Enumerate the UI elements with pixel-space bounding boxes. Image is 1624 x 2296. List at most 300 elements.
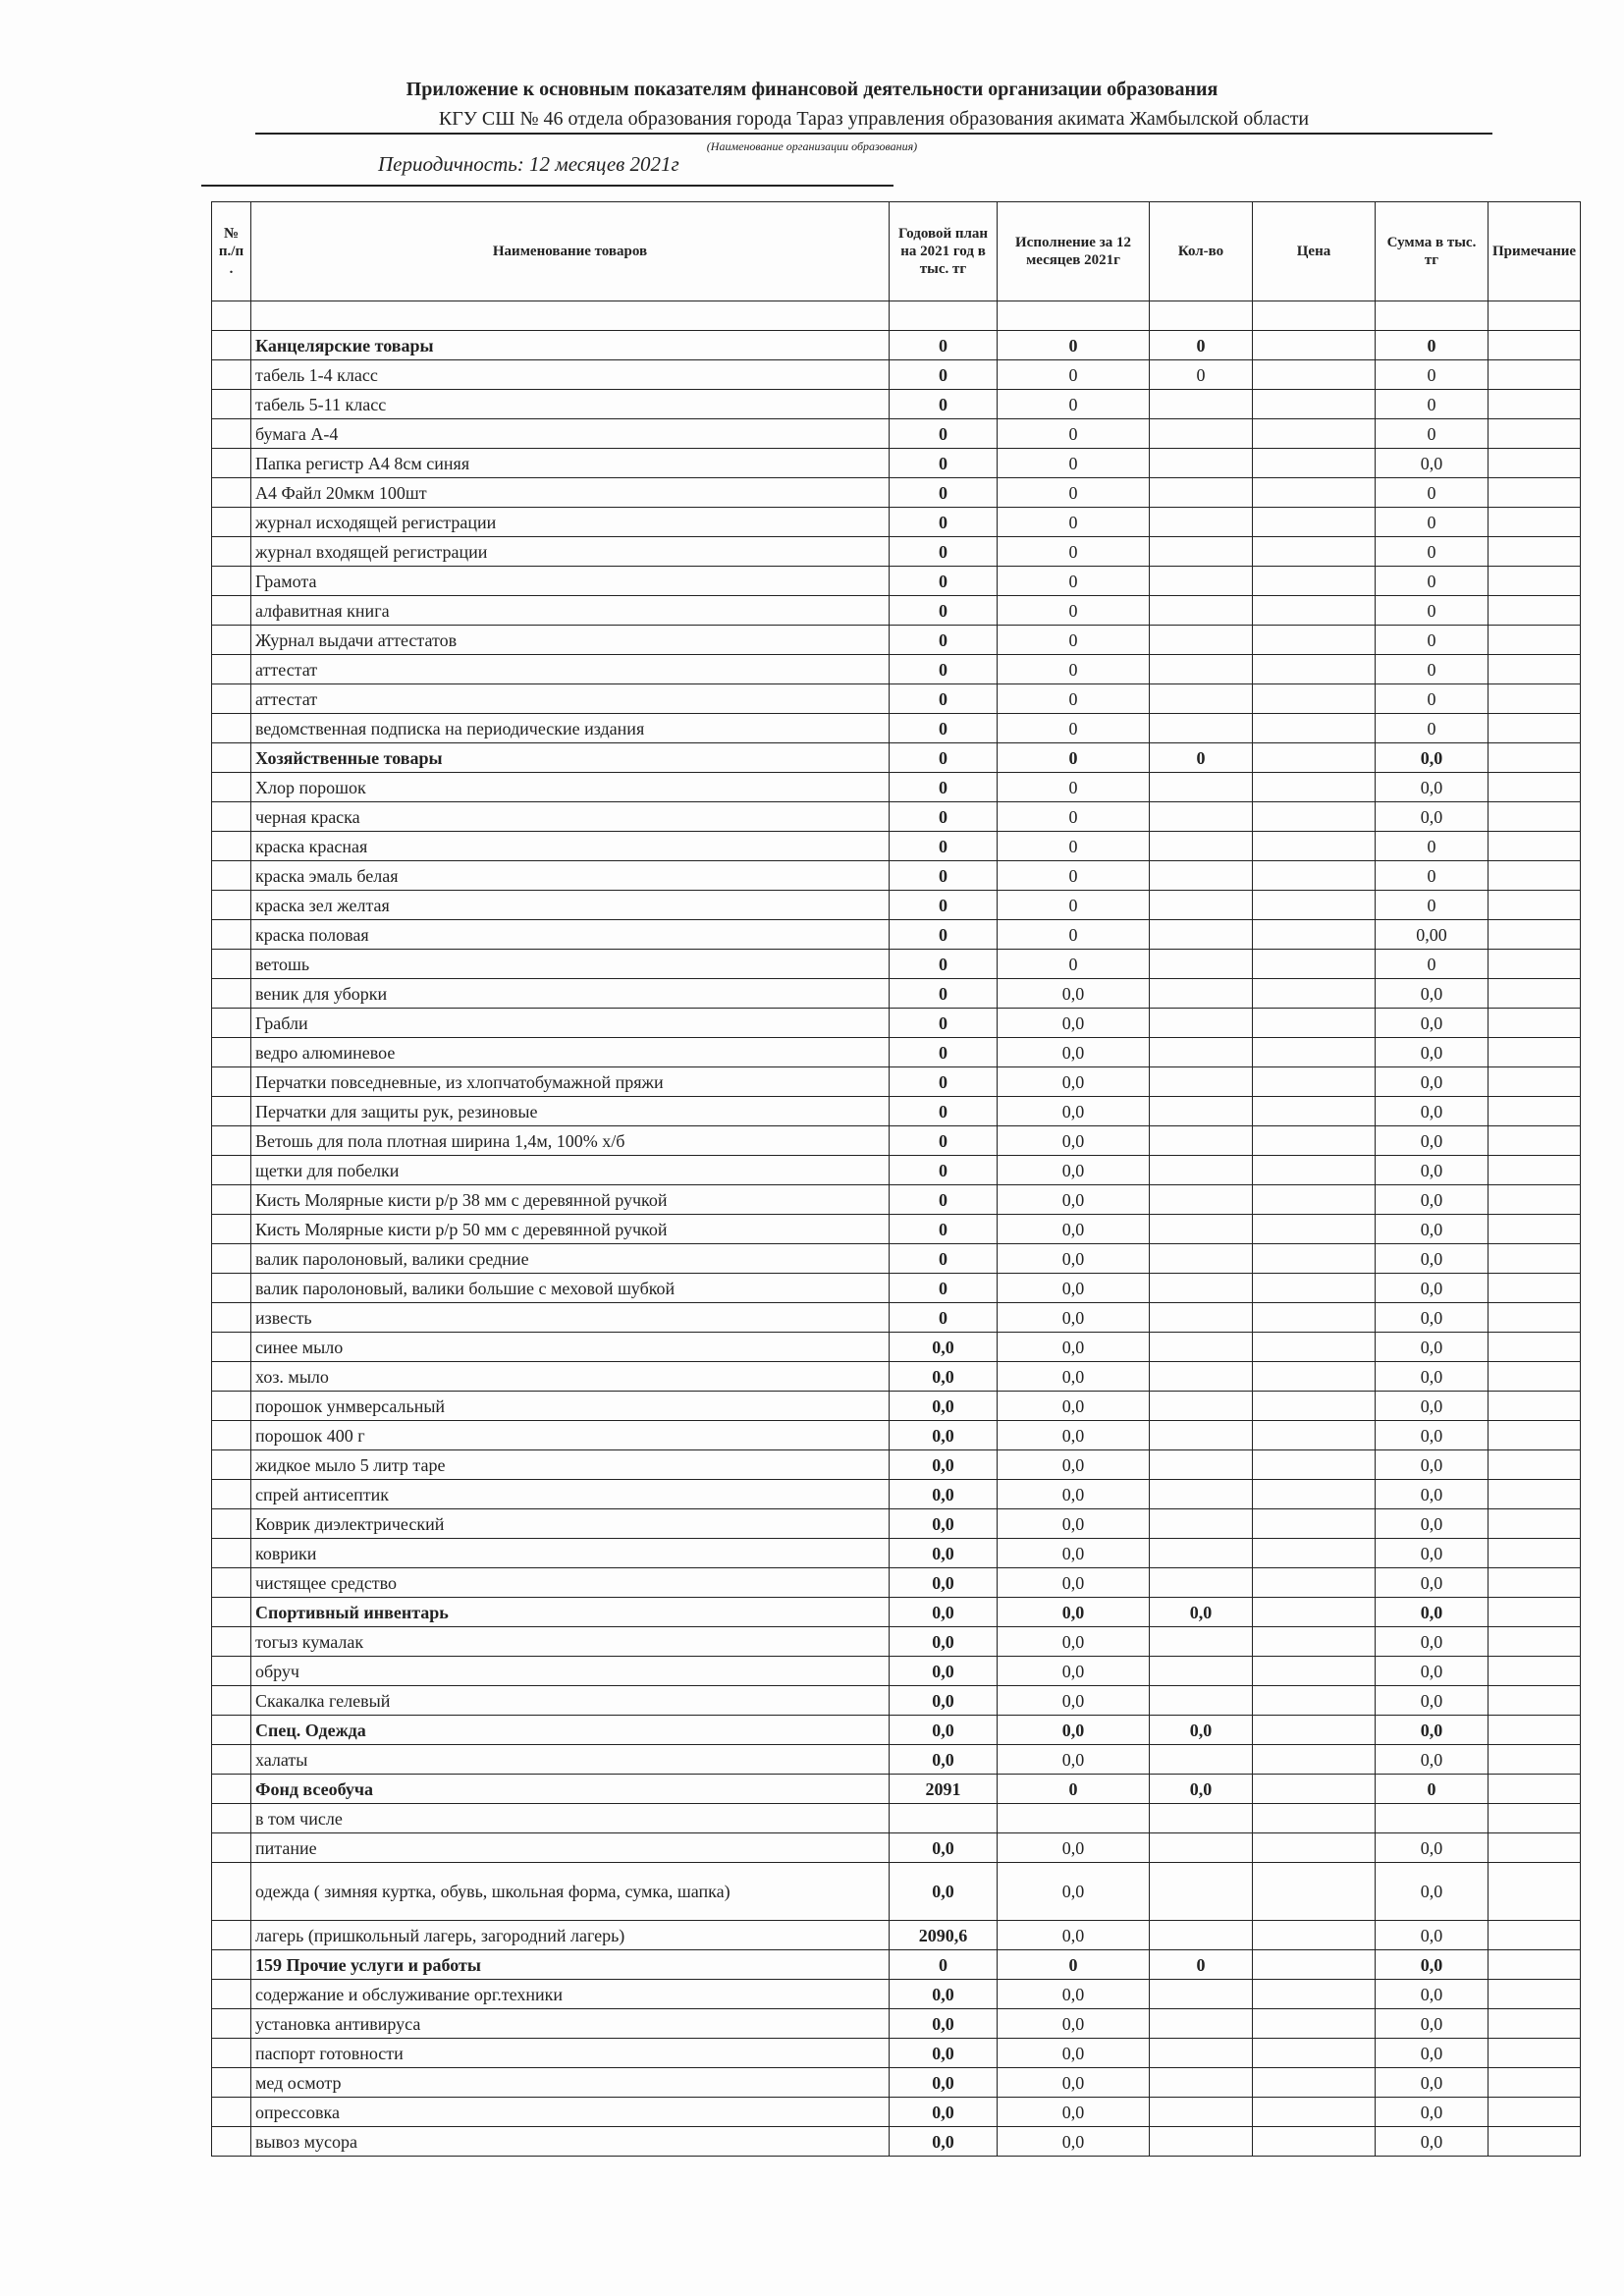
cell-note [1489,1392,1581,1421]
cell-plan: 0,0 [890,1421,998,1450]
cell-name: тогыз кумалак [251,1627,890,1657]
cell-num [212,1539,251,1568]
cell-qty [1150,537,1253,567]
cell-price [1253,1598,1376,1627]
cell-exec: 0 [998,861,1150,891]
cell-sum: 0,0 [1376,1833,1489,1863]
cell-sum: 0,0 [1376,1067,1489,1097]
cell-price [1253,1480,1376,1509]
cell-exec: 0 [998,891,1150,920]
table-row [212,1097,1581,1126]
cell-note [1489,1833,1581,1863]
cell-sum: 0,0 [1376,1392,1489,1421]
cell-qty [1150,1509,1253,1539]
cell-sum: 0,0 [1376,1509,1489,1539]
cell-sum: 0 [1376,508,1489,537]
section-row [212,1775,1581,1804]
cell-qty: 0 [1150,331,1253,360]
cell-plan: 0 [890,714,998,743]
cell-name: Хозяйственные товары [251,743,890,773]
cell-exec: 0,0 [998,2068,1150,2098]
cell-exec: 0,0 [998,2127,1150,2157]
cell-name: 159 Прочие услуги и работы [251,1950,890,1980]
cell-plan: 0 [890,655,998,684]
cell-qty [1150,1274,1253,1303]
cell-note [1489,1950,1581,1980]
table-row [212,626,1581,655]
cell-sum: 0 [1376,567,1489,596]
cell-plan: 0 [890,478,998,508]
cell-price [1253,1244,1376,1274]
cell-note [1489,626,1581,655]
cell-price [1253,1657,1376,1686]
cell-qty [1150,1009,1253,1038]
cell-price [1253,1185,1376,1215]
cell-exec: 0,0 [998,1480,1150,1509]
table-row [212,1156,1581,1185]
table-row [212,1980,1581,2009]
cell-num [212,331,251,360]
cell-plan: 0,0 [890,1833,998,1863]
cell-qty: 0 [1150,743,1253,773]
cell-num [212,1421,251,1450]
cell-num [212,419,251,449]
cell-qty: 0,0 [1150,1598,1253,1627]
cell-exec: 0 [998,920,1150,950]
cell-plan: 0,0 [890,1627,998,1657]
cell-name: аттестат [251,684,890,714]
cell-num [212,2127,251,2157]
cell-exec: 0,0 [998,1303,1150,1333]
cell-qty [1150,1126,1253,1156]
cell-note [1489,2098,1581,2127]
cell-price [1253,1333,1376,1362]
cell-price [1253,1156,1376,1185]
table-row [212,1303,1581,1333]
cell-exec: 0 [998,743,1150,773]
cell-name: Фонд всеобуча [251,1775,890,1804]
table-row [212,537,1581,567]
cell-name: веник для уборки [251,979,890,1009]
cell-name: Спец. Одежда [251,1716,890,1745]
goods-table [211,201,1581,2157]
cell-price [1253,1980,1376,2009]
table-row [212,979,1581,1009]
cell-sum: 0,0 [1376,1980,1489,2009]
cell-qty [1150,1657,1253,1686]
cell-num [212,979,251,1009]
cell-plan: 0 [890,360,998,390]
cell-plan: 0 [890,626,998,655]
cell-num [212,1480,251,1509]
cell-sum: 0,0 [1376,1657,1489,1686]
cell-num [212,743,251,773]
cell-sum: 0 [1376,390,1489,419]
cell-name: известь [251,1303,890,1333]
cell-name: Канцелярские товары [251,331,890,360]
cell-plan: 0 [890,1274,998,1303]
cell-price [1253,1067,1376,1097]
cell-plan: 0 [890,1185,998,1215]
cell-sum: 0 [1376,626,1489,655]
cell-name: Журнал выдачи аттестатов [251,626,890,655]
cell-plan: 0,0 [890,1333,998,1362]
cell-sum: 0,0 [1376,1950,1489,1980]
cell-sum: 0,0 [1376,1009,1489,1038]
cell-exec: 0,0 [998,1185,1150,1215]
cell-sum: 0,0 [1376,1185,1489,1215]
cell-plan: 0 [890,979,998,1009]
cell-name: Спортивный инвентарь [251,1598,890,1627]
col-num: № п./п . [212,202,251,301]
table-row [212,832,1581,861]
cell-name: Кисть Молярные кисти р/р 50 мм с деревянной ручкой [251,1215,890,1244]
cell-sum: 0 [1376,537,1489,567]
cell-sum: 0,0 [1376,1097,1489,1126]
cell-price [1253,1126,1376,1156]
cell-price [1253,478,1376,508]
cell-qty [1150,1863,1253,1921]
table-row [212,360,1581,390]
cell-num [212,920,251,950]
cell-exec: 0 [998,390,1150,419]
cell-qty [1150,1097,1253,1126]
cell-num [212,2009,251,2039]
cell-note [1489,1038,1581,1067]
cell-sum: 0 [1376,684,1489,714]
cell-note [1489,802,1581,832]
cell-note [1489,1539,1581,1568]
cell-num [212,1303,251,1333]
cell-sum: 0 [1376,1775,1489,1804]
cell-plan: 0 [890,596,998,626]
cell-price [1253,891,1376,920]
section-row [212,331,1581,360]
cell-name: краска эмаль белая [251,861,890,891]
cell-plan: 0 [890,1156,998,1185]
cell-qty [1150,1745,1253,1775]
cell-exec: 0,0 [998,1833,1150,1863]
section-row [212,1716,1581,1745]
cell-num [212,684,251,714]
cell-exec: 0 [998,331,1150,360]
table-row [212,1833,1581,1863]
cell-plan: 0 [890,390,998,419]
cell-name: порошок унмверсальный [251,1392,890,1421]
cell-num [212,1745,251,1775]
cell-num [212,1980,251,2009]
cell-sum: 0,0 [1376,1421,1489,1450]
cell-exec: 0 [998,419,1150,449]
table-row [212,1333,1581,1362]
cell-price [1253,773,1376,802]
table-row [212,2039,1581,2068]
cell-price [1253,1215,1376,1244]
cell-price [1253,1097,1376,1126]
cell-name: порошок 400 г [251,1421,890,1450]
table-row [212,1450,1581,1480]
cell-plan: 0,0 [890,2127,998,2157]
cell-price [1253,596,1376,626]
cell-exec: 0 [998,360,1150,390]
cell-qty [1150,2009,1253,2039]
cell-sum: 0,0 [1376,1156,1489,1185]
cell-num [212,1863,251,1921]
cell-note [1489,1244,1581,1274]
cell-qty [1150,390,1253,419]
cell-num [212,773,251,802]
cell-note [1489,1333,1581,1362]
cell-sum: 0,00 [1376,920,1489,950]
cell-sum: 0,0 [1376,1303,1489,1333]
cell-sum: 0,0 [1376,1244,1489,1274]
cell-exec: 0 [998,537,1150,567]
table-row [212,950,1581,979]
cell-qty [1150,626,1253,655]
cell-qty [1150,596,1253,626]
cell-note [1489,1657,1581,1686]
cell-sum: 0 [1376,419,1489,449]
organization-name: КГУ СШ № 46 отдела образования города Тараз управления образования акимата Жамбылской области [255,108,1492,135]
cell-sum [1376,1804,1489,1833]
cell-note [1489,1568,1581,1598]
col-plan: Годовой план на 2021 год в тыс. тг [890,202,998,301]
cell-plan: 0 [890,1303,998,1333]
cell-qty [1150,1362,1253,1392]
cell-num [212,714,251,743]
cell-qty [1150,1392,1253,1421]
cell-price [1253,1950,1376,1980]
cell-plan: 0 [890,773,998,802]
cell-qty [1150,1568,1253,1598]
cell-plan: 0 [890,1038,998,1067]
table-row [212,2098,1581,2127]
table-row [212,802,1581,832]
cell-name: Грабли [251,1009,890,1038]
table-row [212,1921,1581,1950]
cell-plan: 0 [890,1950,998,1980]
cell-qty [1150,508,1253,537]
cell-price [1253,508,1376,537]
cell-plan: 0,0 [890,1745,998,1775]
cell-price [1253,390,1376,419]
cell-num [212,1804,251,1833]
cell-note [1489,508,1581,537]
table-row [212,508,1581,537]
cell-plan: 0 [890,802,998,832]
cell-num [212,1244,251,1274]
cell-price [1253,920,1376,950]
cell-plan [890,1804,998,1833]
cell-qty [1150,419,1253,449]
cell-price [1253,832,1376,861]
cell-exec: 0,0 [998,1274,1150,1303]
cell-exec: 0,0 [998,1421,1150,1450]
cell-note [1489,478,1581,508]
cell-qty [1150,1303,1253,1333]
cell-qty [1150,2098,1253,2127]
table-row [212,1392,1581,1421]
cell-name: А4 Файл 20мкм 100шт [251,478,890,508]
cell-name: спрей антисептик [251,1480,890,1509]
cell-qty [1150,1215,1253,1244]
cell-note [1489,655,1581,684]
cell-plan: 0 [890,832,998,861]
cell-qty [1150,979,1253,1009]
cell-name: опрессовка [251,2098,890,2127]
cell-note [1489,1215,1581,1244]
cell-sum: 0,0 [1376,1333,1489,1362]
cell-note [1489,2009,1581,2039]
cell-sum: 0,0 [1376,979,1489,1009]
cell-price [1253,360,1376,390]
cell-sum: 0,0 [1376,1274,1489,1303]
cell-exec: 0 [998,449,1150,478]
table-row [212,1539,1581,1568]
cell-name: краска красная [251,832,890,861]
cell-num [212,478,251,508]
cell-sum: 0 [1376,331,1489,360]
cell-num [212,655,251,684]
cell-num [212,891,251,920]
col-name: Наименование товаров [251,202,890,301]
cell-note [1489,1863,1581,1921]
cell-plan: 0,0 [890,1686,998,1716]
cell-name: содержание и обслуживание орг.техники [251,1980,890,2009]
section-row [212,743,1581,773]
cell-name: халаты [251,1745,890,1775]
table-row [212,684,1581,714]
cell-note [1489,419,1581,449]
cell-num [212,1775,251,1804]
cell-sum: 0 [1376,655,1489,684]
cell-name: бумага А-4 [251,419,890,449]
cell-name: табель 5-11 класс [251,390,890,419]
cell-sum: 0,0 [1376,2009,1489,2039]
cell-exec: 0,0 [998,1126,1150,1156]
table-row [212,1274,1581,1303]
cell-plan: 0 [890,1067,998,1097]
cell-price [1253,1038,1376,1067]
cell-price [1253,1509,1376,1539]
table-row [212,891,1581,920]
cell-name: краска половая [251,920,890,950]
table-row [212,1038,1581,1067]
cell-exec: 0 [998,655,1150,684]
cell-num [212,1686,251,1716]
col-price: Цена [1253,202,1376,301]
cell-num [212,1038,251,1067]
cell-qty [1150,449,1253,478]
cell-sum: 0,0 [1376,1480,1489,1509]
cell-price [1253,1568,1376,1598]
cell-num [212,1097,251,1126]
cell-num [212,508,251,537]
cell-price [1253,1833,1376,1863]
cell-num [212,1215,251,1244]
cell-qty [1150,920,1253,950]
table-row [212,390,1581,419]
cell-exec: 0,0 [998,1156,1150,1185]
cell-plan: 0,0 [890,1392,998,1421]
cell-exec: 0,0 [998,1686,1150,1716]
cell-qty [1150,1804,1253,1833]
cell-qty [1150,567,1253,596]
cell-note [1489,1686,1581,1716]
cell-qty [1150,1038,1253,1067]
cell-name: в том числе [251,1804,890,1833]
cell-sum: 0,0 [1376,773,1489,802]
cell-qty [1150,773,1253,802]
cell-num [212,802,251,832]
cell-sum: 0,0 [1376,1539,1489,1568]
cell-name: табель 1-4 класс [251,360,890,390]
cell-name: вывоз мусора [251,2127,890,2157]
cell-num [212,1921,251,1950]
cell-num [212,2068,251,2098]
cell-sum: 0 [1376,478,1489,508]
cell-exec: 0 [998,567,1150,596]
cell-note [1489,390,1581,419]
document-title: Приложение к основным показателям финансовой деятельности организации образования [406,79,1218,100]
cell-sum: 0,0 [1376,1598,1489,1627]
cell-num [212,596,251,626]
cell-price [1253,714,1376,743]
cell-price [1253,2098,1376,2127]
cell-qty [1150,1686,1253,1716]
cell-plan: 0,0 [890,1980,998,2009]
cell-qty [1150,1333,1253,1362]
cell-sum: 0,0 [1376,2127,1489,2157]
table-row [212,478,1581,508]
cell-name: установка антивируса [251,2009,890,2039]
cell-note [1489,979,1581,1009]
cell-exec: 0,0 [998,1745,1150,1775]
cell-exec: 0 [998,1775,1150,1804]
cell-qty [1150,1450,1253,1480]
cell-note [1489,1480,1581,1509]
cell-sum: 0,0 [1376,1745,1489,1775]
cell-plan: 0,0 [890,1450,998,1480]
cell-exec: 0,0 [998,1509,1150,1539]
cell-num [212,1362,251,1392]
table-row [212,655,1581,684]
cell-qty [1150,891,1253,920]
cell-qty [1150,2068,1253,2098]
table-row [212,1509,1581,1539]
cell-num [212,1657,251,1686]
cell-sum: 0 [1376,891,1489,920]
cell-name: Скакалка гелевый [251,1686,890,1716]
cell-price [1253,567,1376,596]
cell-sum: 0 [1376,714,1489,743]
cell-sum: 0,0 [1376,2098,1489,2127]
cell-sum: 0 [1376,950,1489,979]
cell-num [212,390,251,419]
col-exec: Исполнение за 12 месяцев 2021г [998,202,1150,301]
cell-note [1489,1804,1581,1833]
cell-note [1489,2068,1581,2098]
cell-plan: 0 [890,419,998,449]
cell-plan: 2090,6 [890,1921,998,1950]
cell-sum: 0,0 [1376,1627,1489,1657]
table-row [212,1362,1581,1392]
table-row [212,1067,1581,1097]
cell-note [1489,832,1581,861]
cell-qty [1150,1539,1253,1568]
cell-note [1489,1509,1581,1539]
cell-plan: 0 [890,1097,998,1126]
